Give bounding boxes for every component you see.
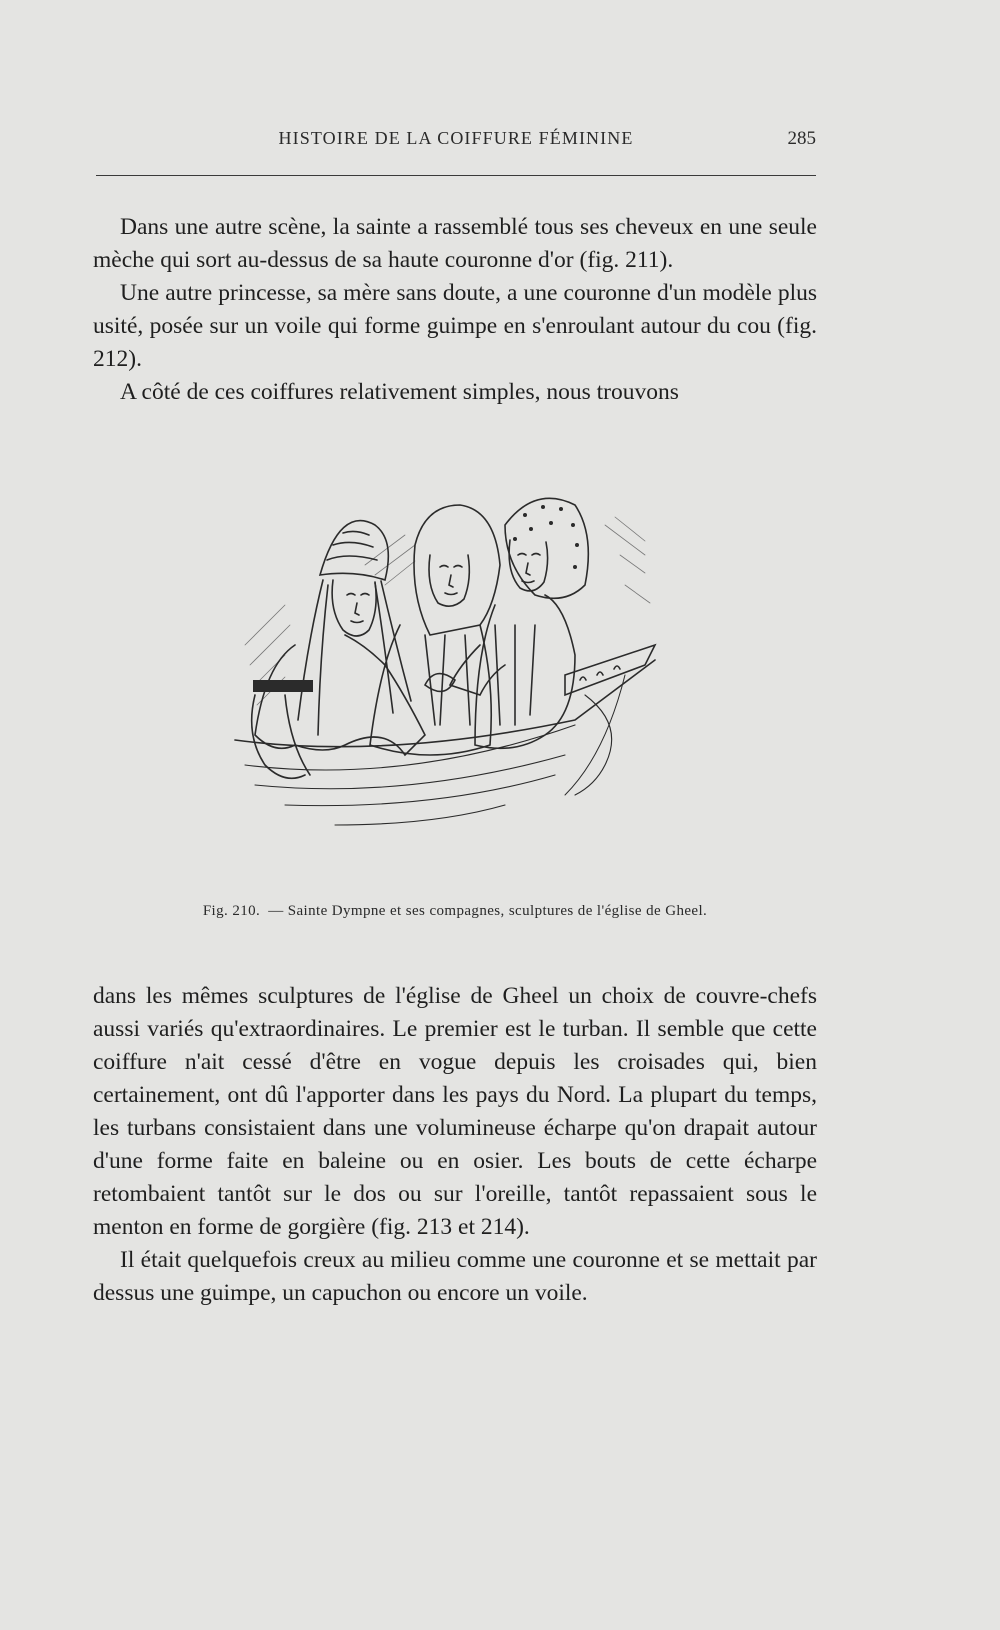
paragraph: Il était quelquefois creux au milieu comme une couronne et se mettait par dessus une guimpe, un capuchon ou encore un voile.: [93, 1247, 817, 1306]
running-title: HISTOIRE DE LA COIFFURE FÉMININE: [278, 128, 634, 148]
left-face: [332, 580, 376, 636]
background-hatching: [245, 517, 650, 705]
figure-illustration: [225, 495, 695, 875]
boat-gunwale: [235, 660, 655, 747]
right-body: [475, 595, 575, 748]
figure-caption-text: — Sainte Dympne et ses compagnes, sculptures de l'église de Gheel.: [268, 903, 708, 919]
paragraph: dans les mêmes sculptures de l'église de Gheel un choix de couvre-chefs aussi variés qu'extraordinaires. Le premier est le turban. Il semble que cette coiffure n'ait cessé d'être en vogue depuis les croisades qui, bien certainement, ont dû l'apporter dans les pays du Nord. La plupart du temps, les turbans consistaient dans une volumineuse écharpe qu'on drapait autour d'une forme faite en baleine ou en osier. Les bouts de cette écharpe retombaient tantôt sur le dos ou sur l'oreille, tantôt repassaient sous le menton en forme de gorgière (fig. 213 et 214).: [93, 983, 817, 1240]
center-veil: [414, 505, 500, 635]
left-crown: [320, 521, 388, 580]
body-text-top: [93, 211, 817, 409]
body-text-bottom: [93, 980, 817, 1310]
paragraph: Dans une autre scène, la sainte a rassemblé tous ses cheveux en une seule mèche qui sort au-dessus de sa haute couronne d'or (fig. 211).: [93, 214, 817, 273]
running-head: [96, 128, 816, 158]
left-body: [255, 635, 425, 755]
paragraph: Une autre princesse, sa mère sans doute, a une couronne d'un modèle plus usité, posée sur un voile qui forme guimpe en s'enroulant autour du cou (fig. 212).: [93, 280, 817, 372]
figure-caption: [93, 903, 817, 920]
engraving-three-women-in-boat: [225, 495, 695, 875]
paragraph: A côté de ces coiffures relativement simples, nous trouvons: [120, 379, 679, 405]
header-rule: [96, 175, 816, 176]
figure-label: Fig. 210.: [202, 903, 261, 919]
page-number: 285: [787, 128, 816, 149]
